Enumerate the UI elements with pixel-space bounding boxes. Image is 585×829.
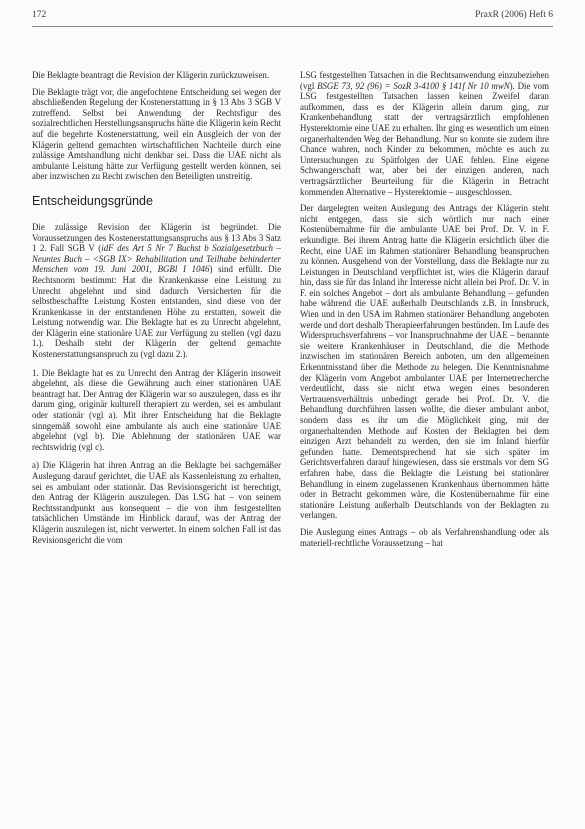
text-run: ). Die vom LSG festgestellten Tatsachen lassen keinen Zweifel daran aufkommen, dass es der Klägerin allein darum ging, zur Krankenbehandlung statt der vertragsärztlich empfohlenen Hysterektomie eine UAE zu erhalten. Ihr ging es wesentlich um einen organerhaltenden Weg der Behandlung. Nur so konnte sie zudem ihre Chance wahren, noch Kinder zu bekommen, möchte es auch zu Untersuchungen zu Spätfolgen der UAE fehlen. Eine eigene Schwangerschaft war, aber bei der einzigen anderen, nach vertragsärztlicher Beurteilung für die Klägerin in Betracht kommenden Alternative – Hysterektomie – ausgeschlossen. <box>300 80 549 197</box>
citation-italic: idF des Art 5 Nr 7 Buchst b Sozialgesetzbuch – Neuntes Buch – <SGB IX> Rehabilitation und Teilhabe behinderter Menschen vom 19. Juni 2001, BGBl I 1046 <box>32 243 281 275</box>
paragraph: 1. Die Beklagte hat es zu Unrecht den Antrag der Klägerin insoweit abgelehnt, als diese die Gewährung auch einer stationären UAE beantragt hat. Der Antrag der Klägerin war so auszulegen, dass es ihr darum ging, originär kulturell therapiert zu werden, sei es ambulant oder stationär (vgl a). Mit ihrer Entscheidung hat die Beklagte sinngemäß sowohl eine ambulante als auch eine stationäre UAE abgelehnt (vgl b). Die Ablehnung der stationären UAE war rechtswidrig (vgl c). <box>32 367 281 452</box>
paragraph: Die Beklagte beantragt die Revision der Klägerin zurückzuweisen. <box>32 70 270 80</box>
citation-italic: BSGE 73, 92 (96) = SozR 3-4100 § 141f Nr 10 mwN <box>317 80 510 91</box>
paragraph: Die Auslegung eines Antrags – ob als Verfahrenshandlung oder als materiell-rechtliche Voraussetzung – hat <box>300 526 549 548</box>
paragraph <box>32 222 281 360</box>
text-run: Die zulässige Revision der Klägerin ist begründet. Die Voraussetzungen des Kostenerstattungsanspruchs aus § 13 Abs 3 Satz 1 2. Fall SGB V ( <box>32 221 281 254</box>
paragraph: a) Die Klägerin hat ihren Antrag an die Beklagte bei sachgemäßer Auslegung darauf gerichtet, die UAE als Kassenleistung zu erhalten, sei es ambulant oder stationär. Das Revisionsgericht ist berechtigt, den Antrag der Klägerin auszulegen. Das LSG hat – von seinem Rechtsstandpunkt aus konsequent – die von ihm festgestellten tatsächlichen Umstände im Hinblick darauf, was der Antrag der Klägerin auszulegen ist, nicht verwertet. In einem solchen Fall ist das Revisionsgericht die vom <box>32 460 281 545</box>
paragraph: Die Beklagte trägt vor, die angefochtene Entscheidung sei wegen der abschließenden Regelung der Kostenerstattung in § 13 Abs 3 SGB V zutreffend. Selbst bei Anwendung der Rechtsfigur des sozialrechtlichen Herstellungsanspruchs hätte die Klägerin kein Recht auf die begehrte Kostenerstattung, weil ein Ausgleich der von der Klägerin geltend gemachten wirtschaftlichen Nachteile durch eine zulässige Amtshandlung nicht denkbar sei. Dass die UAE nicht als ambulante Leistung hätte zur Verfügung gestellt werden können, sei aber inzwischen zu Recht zwischen den Beteiligten unstreitig. <box>32 86 281 182</box>
text-run: ) sind erfüllt. Die Rechtsnorm bestimmt: Hat die Krankenkasse eine Leistung zu Unrecht abgelehnt und sind dadurch Versicherten für die selbstbeschaffte Leistung Kosten entstanden, sind diese von der Krankenkasse in der entstandenen Höhe zu erstatten, soweit die Leistung notwendig war. Die Beklagte hat es zu Unrecht abgelehnt, der Klägerin eine stationäre UAE zur Verfügung zu stellen (vgl dazu 1.). Deshalb steht der Klägerin der geltend gemachte Kostenerstattungsanspruch zu (vgl dazu 2.). <box>32 264 281 360</box>
paragraph <box>300 70 549 197</box>
right-column <box>300 70 549 822</box>
page-header <box>32 10 553 24</box>
page-number: 172 <box>32 10 47 20</box>
header-rule <box>32 26 553 27</box>
text-run: LSG festgestellten Tatsachen in die Rechtsanwendung einzubeziehen (vgl <box>300 70 549 91</box>
journal-reference: PraxR (2006) Heft 6 <box>475 10 553 20</box>
paragraph: Der dargelegten weiten Auslegung des Antrags der Klägerin steht nicht entgegen, dass sie sich wörtlich nur nach einer Kostenübernahme für die ambulante UAE bei Prof. Dr. V. in F. erkundigte. Bei ihrem Antrag hatte die Klägerin ersichtlich über die Recht, eine UAE im Rahmen stationärer Behandlung beanspruchen zu können. Ausgehend von der Vorstellung, dass die Beklagte nur zu Leistungen in Deutschland verpflichtet ist, wies die Klägerin darauf hin, dass sie für das Inland ihr Interesse nicht allein bei Prof. Dr. V. in F. ein solches Angebot – dort als ambulante Behandlung – gefunden habe während die UAE außerhalb Deutschlands z.B. in Innsbruck, Wien und in den USA im Rahmen stationärer Behandlung angeboten werde und dort deshalb Therapieerfahrungen bestünden. Im Laufe des Widerspruchsverfahrens – vor Inanspruchnahme der UAE – benannte sie weitere Krankenhäuser in Deutschland, die die Methode inzwischen im stationären Bereich anboten, um den allgemeinen Erkenntnisstand über die Methode zu belegen. Die Kenntnisnahme der Klägerin vom Angebot ambulanter UAE per Internetrecherche verdeutlicht, dass sie nicht etwa wegen eines besonderen Vertrauensverhältnis unbedingt gerade bei Prof. Dr. V. die Behandlung durchführen lassen wollte, die dieser ambulant anbot, sondern dass es ihr um die Möglichkeit ging, mit der organerhaltenden Methode auf Kosten der Beklagten bei dem einzigen Arzt behandelt zu werden, den sie im Inland hierfür gefunden hatte. Dementsprechend hat sie sich später im Gerichtsverfahren darauf hingewiesen, dass sie erstmals vor dem SG erfahren habe, dass die Beklagte die Leistung bei stationärer Behandlung in einem zugelassenen Krankenhaus übernommen hätte oder in Betracht gekommen wäre, die Kostenübernahme für eine stationäre Leistung außerhalb Deutschlands von der Beklagten zu verlangen. <box>300 203 549 521</box>
section-heading: Entscheidungsgründe <box>32 193 153 208</box>
left-column <box>32 70 281 822</box>
